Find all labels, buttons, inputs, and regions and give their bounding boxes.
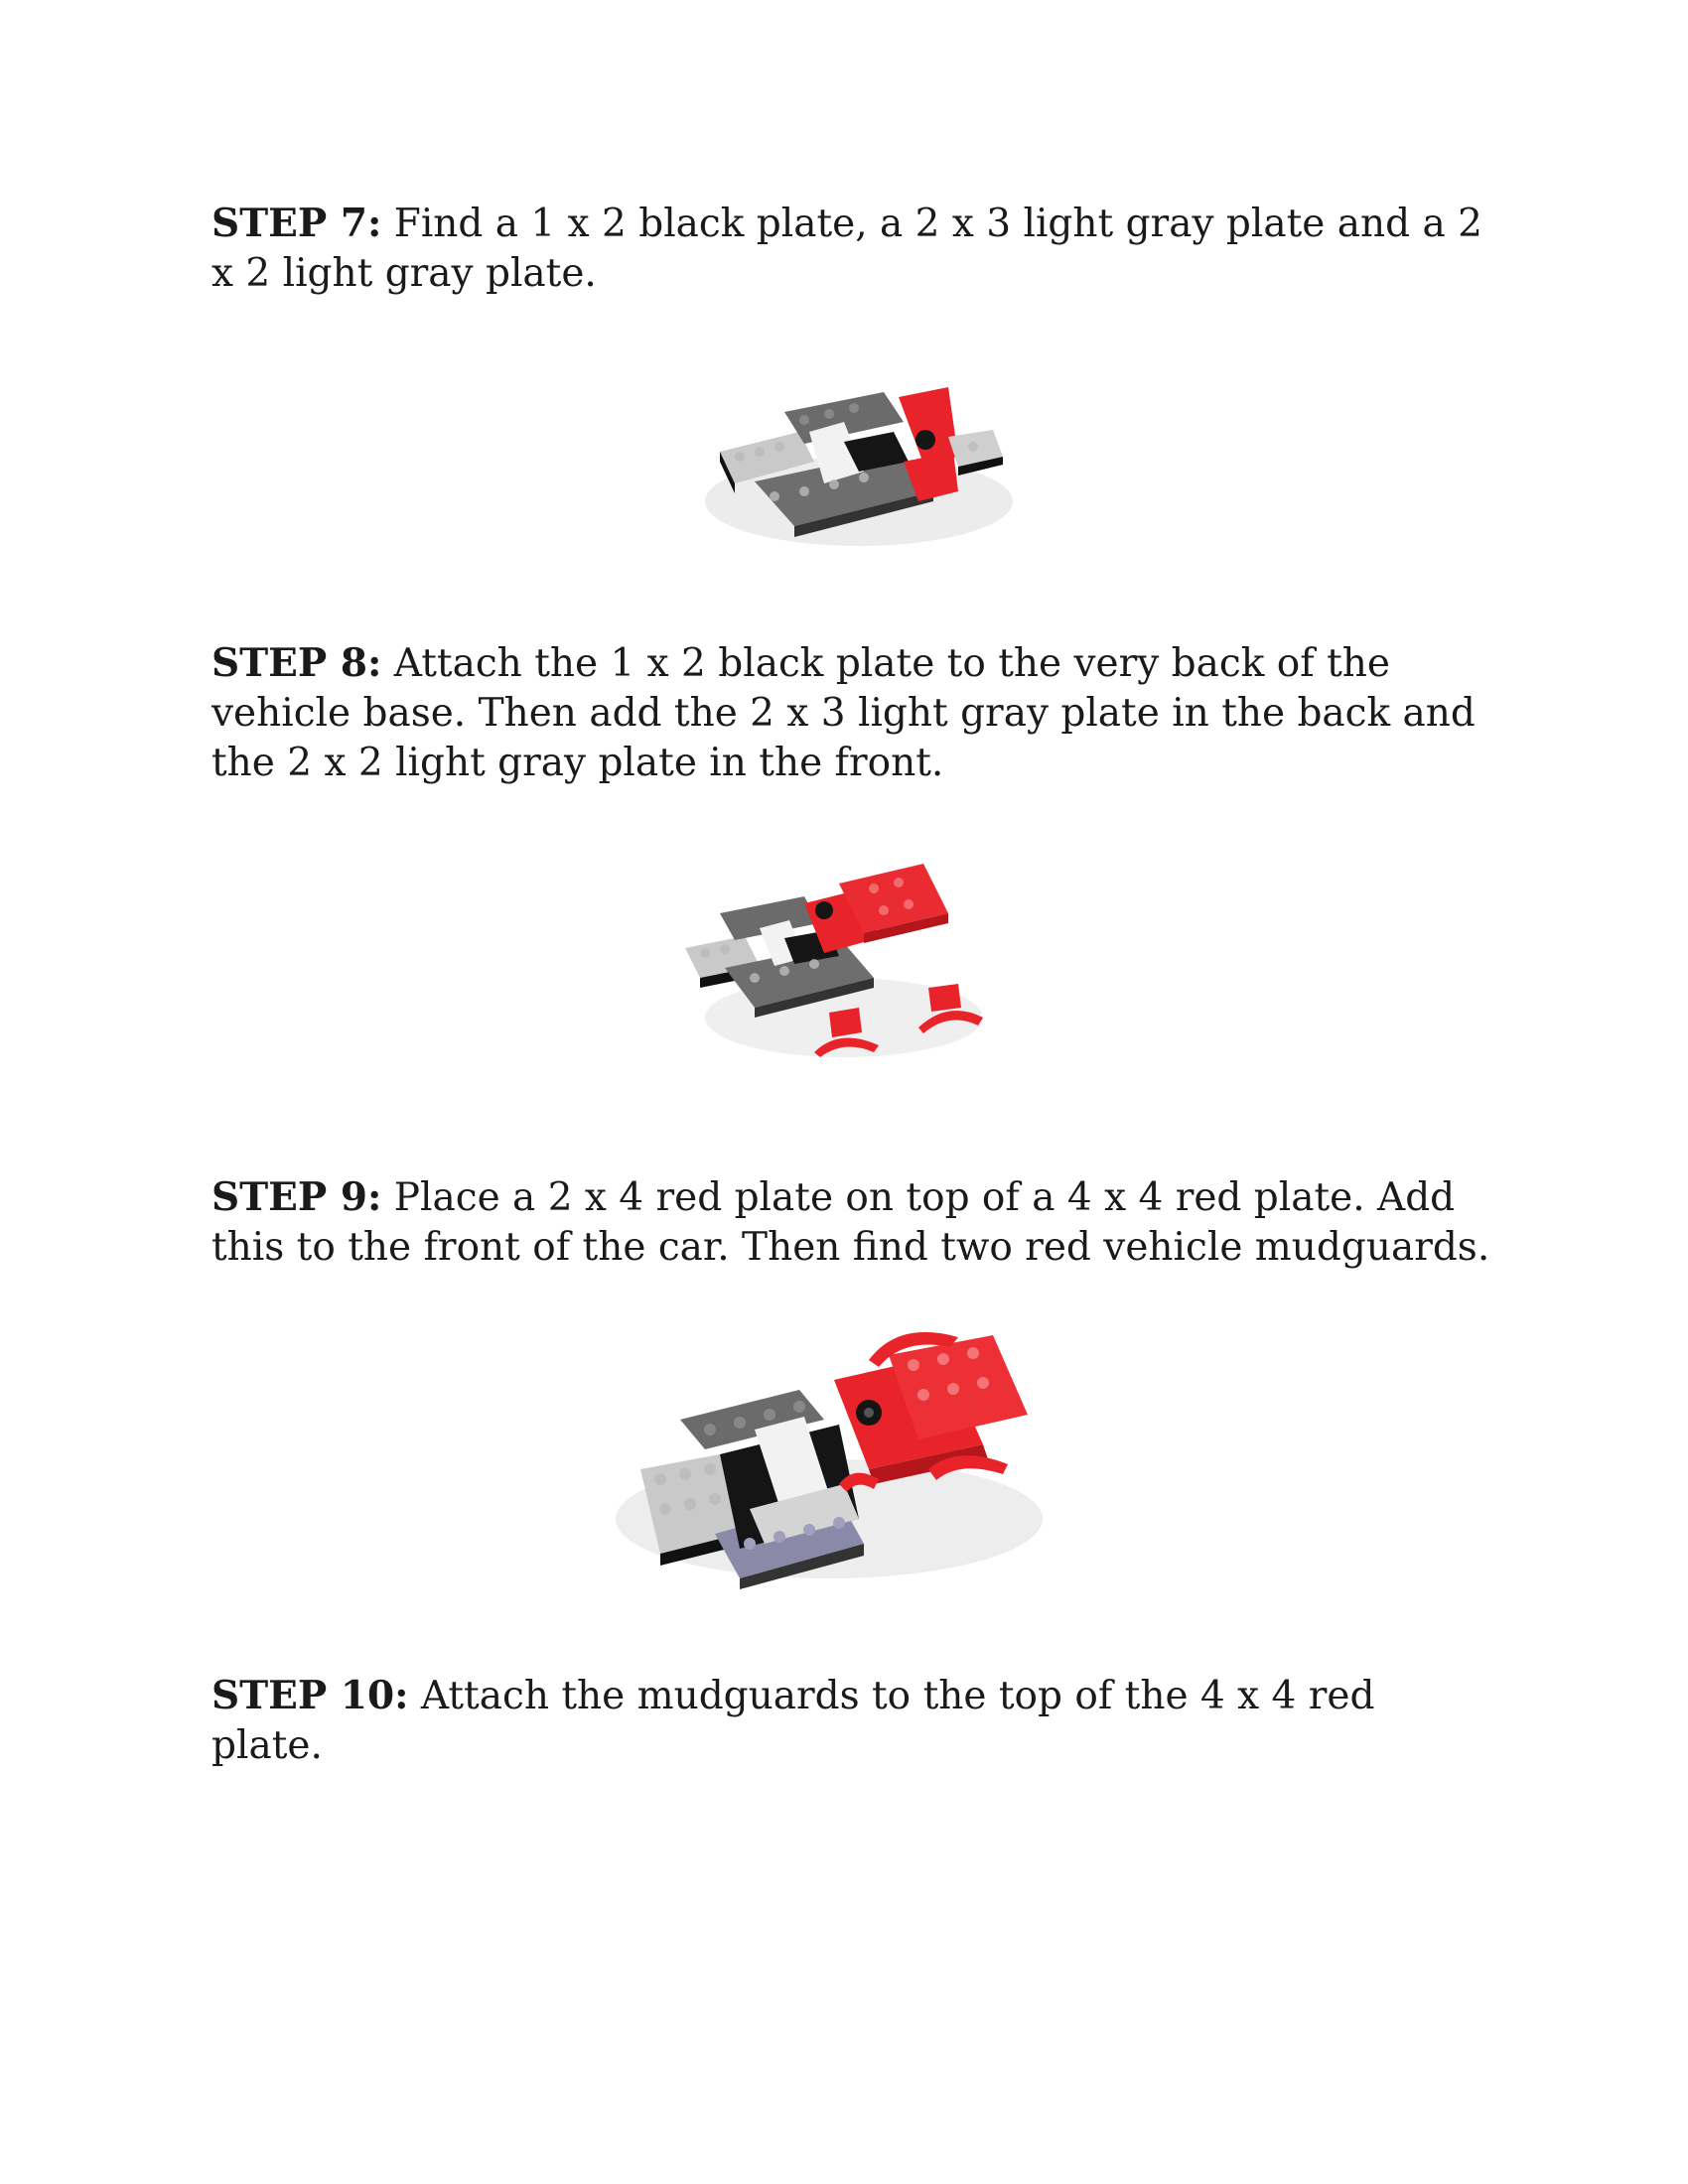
step-7-label: STEP 7:	[211, 201, 382, 246]
step-8-label: STEP 8:	[211, 640, 382, 686]
step-9-instruction	[211, 1172, 1492, 1273]
step-10-text: Attach the mudguards to the top of the 4 x 4 red plate.	[211, 1674, 1375, 1768]
step-9-text: Place a 2 x 4 red plate on top of a 4 x 4 red plate. Add this to the front of the car. Then find two red vehicle mudguards.	[211, 1175, 1490, 1270]
step-8-assembly-image	[675, 859, 1013, 1092]
step-9-label: STEP 9:	[211, 1174, 382, 1220]
step-8-text: Attach the 1 x 2 black plate to the very back of the vehicle base. Then add the 2 x 3 light gray plate in the back and the 2 x 2 light gray plate in the front.	[211, 641, 1476, 785]
step-8-instruction	[211, 638, 1492, 788]
step-10-label: STEP 10:	[211, 1673, 409, 1718]
step-7-text: Find a 1 x 2 black plate, a 2 x 3 light gray plate and a 2 x 2 light gray plate.	[211, 202, 1482, 296]
step-7-instruction	[211, 199, 1492, 299]
step-7-assembly-image	[695, 352, 1023, 571]
step-9-assembly-image	[601, 1296, 1067, 1613]
step-10-instruction	[211, 1671, 1492, 1771]
